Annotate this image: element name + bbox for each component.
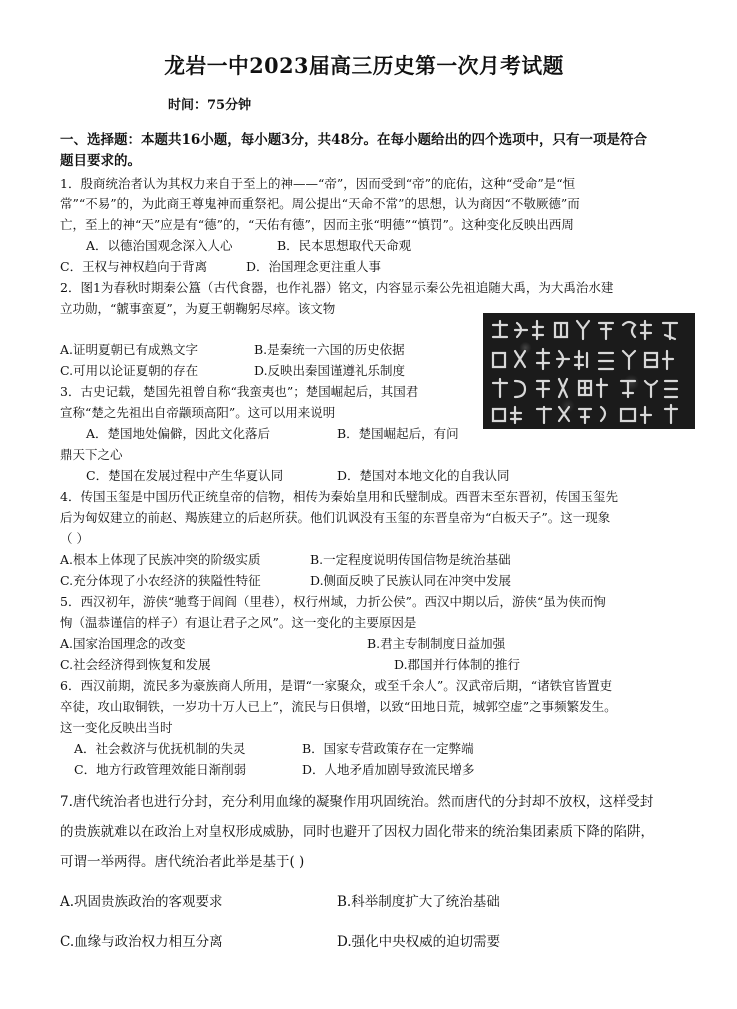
q7-option-b: B.科举制度扩大了统治基础	[337, 894, 500, 910]
q7-line-3: 可谓一举两得。唐代统治者此举是基于( )	[60, 854, 305, 870]
q3-option-d: D．楚国对本地文化的自我认同	[337, 468, 510, 483]
q2-option-d: D.反映出秦国谨遵礼乐制度	[254, 363, 406, 378]
q3-line-1: 3．古史记载，楚国先祖曾自称“我蛮夷也”；楚国崛起后，其国君	[60, 384, 419, 399]
q1-line-1: 1．殷商统治者认为其权力来自于至上的神——“帝”，因而受到“帝”的庇佑，这种“受命”是“恒	[60, 176, 576, 191]
q6-line-2: 卒徒，攻山取铜铁，一岁功十万人已上”，流民与日俱增，以致“田地日荒，城郭空虚”之事频繁发生。	[60, 699, 617, 714]
q6-option-a: A．社会救济与优抚机制的失灵	[74, 741, 246, 756]
q3-option-a: A．楚国地处偏僻，因此文化落后	[86, 426, 271, 441]
q3-option-c: C．楚国在发展过程中产生华夏认同	[86, 468, 284, 483]
q6-option-b: B．国家专营政策存在一定弊端	[302, 741, 474, 756]
q7-option-c: C.血缘与政治权力相互分离	[60, 934, 223, 950]
q2-line-2: 立功勋，“虩事蛮夏”，为夏王朝鞠躬尽瘁。该文物	[60, 301, 336, 316]
q5-option-d: D.郡国并行体制的推行	[394, 657, 521, 672]
q5-option-a: A.国家治国理念的改变	[60, 636, 186, 651]
q3-line-2: 宣称“楚之先祖出自帝颛顼高阳”。这可以用来说明	[60, 405, 336, 420]
q2-option-b: B.是秦统一六国的历史依据	[254, 342, 405, 357]
q1-line-2: 常”“不易”的，为此商王尊鬼神而重祭祀。周公提出“天命不常”的思想，认为商因“不敬厥德”而	[60, 196, 580, 211]
exam-title: 龙岩一中2023届高三历史第一次月考试题	[164, 53, 564, 78]
q2-line-1: 2．图1为春秋时期秦公簋（古代食器，也作礼器）铭文，内容显示秦公先祖追随大禹，为大禹治水建	[60, 280, 614, 295]
q6-line-1: 6．西汉前期，流民多为豪族商人所用，是谓“一家聚众，或至千余人”。汉武帝后期，“诸铁官皆置吏	[60, 678, 613, 693]
section-header-line-1: 一、选择题：本题共16小题，每小题3分，共48分。在每小题给出的四个选项中，只有一项是符合	[60, 132, 647, 148]
q4-line-1: 4．传国玉玺是中国历代正统皇帝的信物，相传为秦始皇用和氏璧制成。西晋末至东晋初，传国玉玺先	[60, 489, 618, 504]
q4-option-c: C.充分体现了小农经济的狭隘性特征	[60, 573, 261, 588]
q1-option-a: A．以德治国观念深入人心	[86, 238, 233, 253]
inscription-rubbing-glyphs	[483, 313, 695, 429]
q7-option-d: D.强化中央权威的迫切需要	[337, 934, 501, 950]
q7-line-2: 的贵族就难以在政治上对皇权形成威胁，同时也避开了因权力固化带来的统治集团素质下降的陷阱，	[60, 824, 654, 840]
q7-line-1: 7.唐代统治者也进行分封，充分利用血缘的凝聚作用巩固统治。然而唐代的分封却不放权，这样受封	[60, 794, 654, 810]
q5-line-1: 5．西汉初年，游侠“驰骛于闾阎（里巷），权行州域，力折公侯”。西汉中期以后，游侠“虽为侠而恂	[60, 594, 606, 609]
q2-option-c: C.可用以论证夏朝的存在	[60, 363, 199, 378]
q1-line-3: 亡，至上的神“天”应是有“德”的，“天佑有德”，因而主张“明德”“慎罚”。这种变化反映出西周	[60, 217, 574, 232]
figure-1-bronze-inscription-image	[483, 313, 695, 429]
q6-option-c: C．地方行政管理效能日渐削弱	[74, 762, 247, 777]
q5-option-b: B.君主专制制度日益加强	[367, 636, 506, 651]
q4-option-b: B.一定程度说明传国信物是统治基础	[310, 552, 511, 567]
q5-option-c: C.社会经济得到恢复和发展	[60, 657, 211, 672]
q1-option-b: B．民本思想取代天命观	[277, 238, 412, 253]
q5-line-2: 恂（温恭谨信的样子）有退让君子之风”。这一变化的主要原因是	[60, 615, 417, 630]
q6-line-3: 这一变化反映出当时	[60, 720, 173, 735]
q4-option-a: A.根本上体现了民族冲突的阶级实质	[60, 552, 261, 567]
q3-option-b-continued: 鼎天下之心	[60, 447, 123, 462]
q2-option-a: A.证明夏朝已有成熟文字	[60, 342, 199, 357]
section-header-line-2: 题目要求的。	[60, 153, 141, 169]
q1-option-d: D．治国理念更注重人事	[246, 259, 382, 274]
q4-line-2: 后为匈奴建立的前赵、羯族建立的后赵所获。他们讥讽没有玉玺的东晋皇帝为“白板天子”。这一现象	[60, 510, 611, 525]
exam-time: 时间：75分钟	[168, 98, 252, 113]
q7-option-a: A.巩固贵族政治的客观要求	[60, 894, 223, 910]
q4-line-3: （ ）	[60, 531, 89, 546]
q6-option-d: D．人地矛盾加剧导致流民增多	[302, 762, 475, 777]
q4-option-d: D.侧面反映了民族认同在冲突中发展	[310, 573, 512, 588]
q3-option-b: B．楚国崛起后，有问	[337, 426, 459, 441]
q1-option-c: C．王权与神权趋向于背离	[60, 259, 208, 274]
